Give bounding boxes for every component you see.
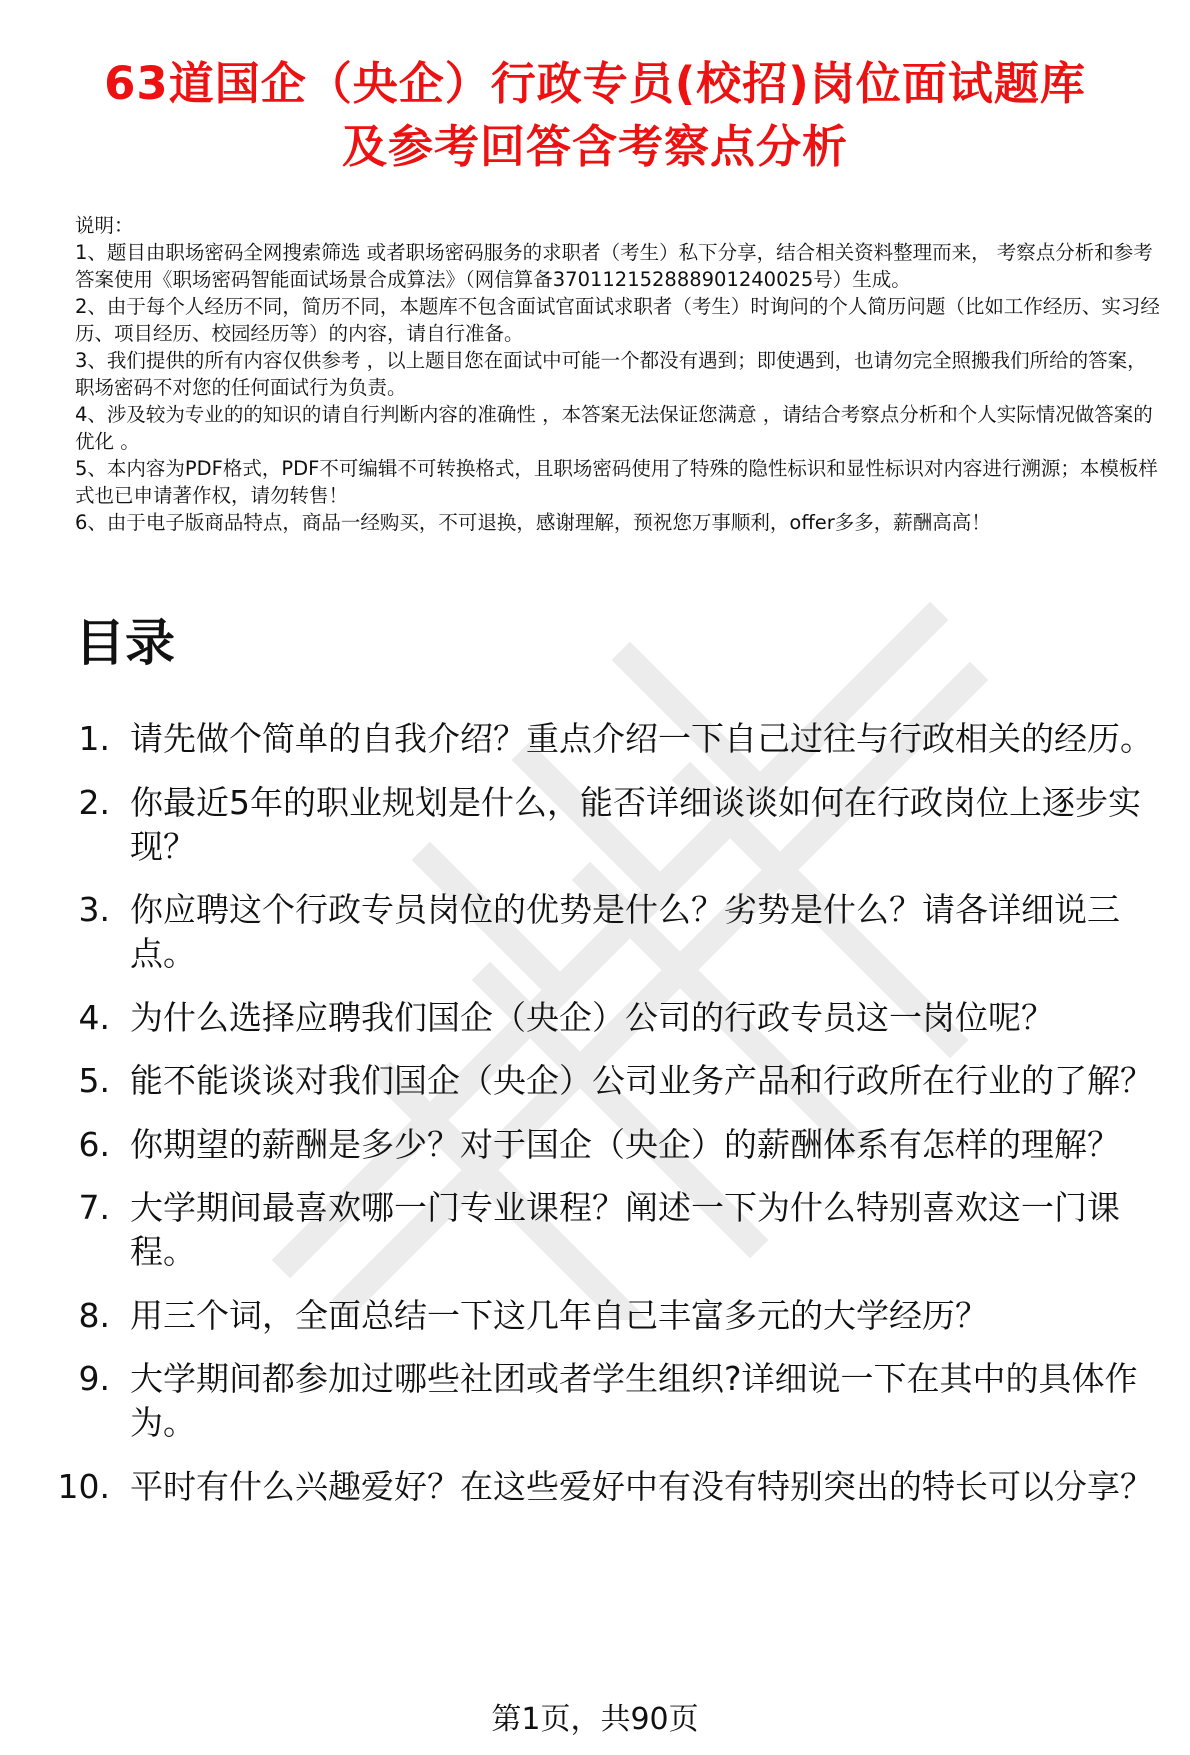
toc-item[interactable] xyxy=(0,1357,1190,1445)
toc-item-number: 5. xyxy=(78,1061,110,1100)
instruction-item: 4、涉及较为专业的的知识的请自行判断内容的准确性 ，本答案无法保证您满意 ，请结合考察点分析和个人实际情况做答案的优化 。 xyxy=(75,403,1153,453)
toc-item-text: 平时有什么兴趣爱好？在这些爱好中有没有特别突出的特长可以分享？ xyxy=(130,1466,1153,1506)
instruction-item: 2、由于每个人经历不同，简历不同，本题库不包含面试官面试求职者（考生）时询问的个人简历问题（比如工作经历、实习经历、项目经历、校园经历等）的内容，请自行准备。 xyxy=(75,295,1160,345)
instruction-item: 6、由于电子版商品特点，商品一经购买，不可退换，感谢理解，预祝您万事顺利，offer多多，薪酬高高！ xyxy=(75,511,991,534)
toc-item-number: 8. xyxy=(78,1295,110,1335)
table-of-contents xyxy=(0,717,1190,1528)
toc-item-number: 3. xyxy=(78,890,110,929)
title-line-1: 63道国企（央企）行政专员(校招)岗位面试题库 xyxy=(104,57,1086,110)
instructions-section xyxy=(75,212,1165,536)
toc-heading: 目录 xyxy=(75,614,175,672)
instruction-item: 5、本内容为PDF格式，PDF不可编辑不可转换格式，且职场密码使用了特殊的隐性标识和显性标识对内容进行溯源；本模板样式也已申请著作权，请勿转售！ xyxy=(75,457,1158,507)
toc-item[interactable] xyxy=(0,1059,1190,1103)
toc-item-text: 大学期间最喜欢哪一门专业课程？阐述一下为什么特别喜欢这一门课程。 xyxy=(130,1188,1120,1271)
toc-item[interactable] xyxy=(0,1186,1190,1274)
document-title xyxy=(40,52,1150,178)
instruction-item: 3、我们提供的所有内容仅供参考 ，以上题目您在面试中可能一个都没有遇到；即使遇到，也请勿完全照搬我们所给的答案，职场密码不对您的任何面试行为负责。 xyxy=(75,349,1147,399)
toc-item[interactable] xyxy=(0,1294,1190,1338)
toc-item-number: 1. xyxy=(78,719,110,758)
toc-item-number: 10. xyxy=(57,1466,110,1506)
toc-item[interactable] xyxy=(0,888,1190,976)
toc-item-text: 能不能谈谈对我们国企（央企）公司业务产品和行政所在行业的了解？ xyxy=(130,1061,1153,1100)
toc-item-number: 4. xyxy=(78,997,110,1037)
toc-item[interactable] xyxy=(0,1465,1190,1509)
toc-item[interactable] xyxy=(0,781,1190,869)
toc-item-text: 请先做个简单的自我介绍？重点介绍一下自己过往与行政相关的经历。 xyxy=(130,719,1153,758)
toc-item-text: 你期望的薪酬是多少？对于国企（央企）的薪酬体系有怎样的理解？ xyxy=(130,1124,1120,1164)
page-number: 第1页，共90页 xyxy=(491,1702,699,1737)
toc-item-number: 9. xyxy=(78,1359,110,1398)
toc-item[interactable] xyxy=(0,996,1190,1040)
instructions-heading: 说明： xyxy=(75,214,134,237)
toc-item-number: 6. xyxy=(78,1124,110,1164)
toc-item[interactable] xyxy=(0,1123,1190,1167)
toc-item-text: 为什么选择应聘我们国企（央企）公司的行政专员这一岗位呢？ xyxy=(130,997,1054,1037)
toc-item-number: 7. xyxy=(78,1188,110,1227)
toc-item-text: 你最近5年的职业规划是什么，能否详细谈谈如何在行政岗位上逐步实现？ xyxy=(130,782,1141,866)
instruction-item: 1、题目由职场密码全网搜索筛选 或者职场密码服务的求职者（考生）私下分享，结合相关资料整理而来， 考察点分析和参考答案使用《职场密码智能面试场景合成算法》（网信算备370112152888901240025号）生成。 xyxy=(75,241,1153,291)
toc-item[interactable] xyxy=(0,717,1190,761)
toc-item-text: 你应聘这个行政专员岗位的优势是什么？劣势是什么？请各详细说三点。 xyxy=(130,890,1120,973)
toc-item-text: 大学期间都参加过哪些社团或者学生组织?详细说一下在其中的具体作为。 xyxy=(130,1359,1138,1442)
toc-item-text: 用三个词，全面总结一下这几年自己丰富多元的大学经历？ xyxy=(130,1295,988,1335)
title-line-2: 及参考回答含考察点分析 xyxy=(341,120,848,173)
toc-item-number: 2. xyxy=(78,782,110,822)
